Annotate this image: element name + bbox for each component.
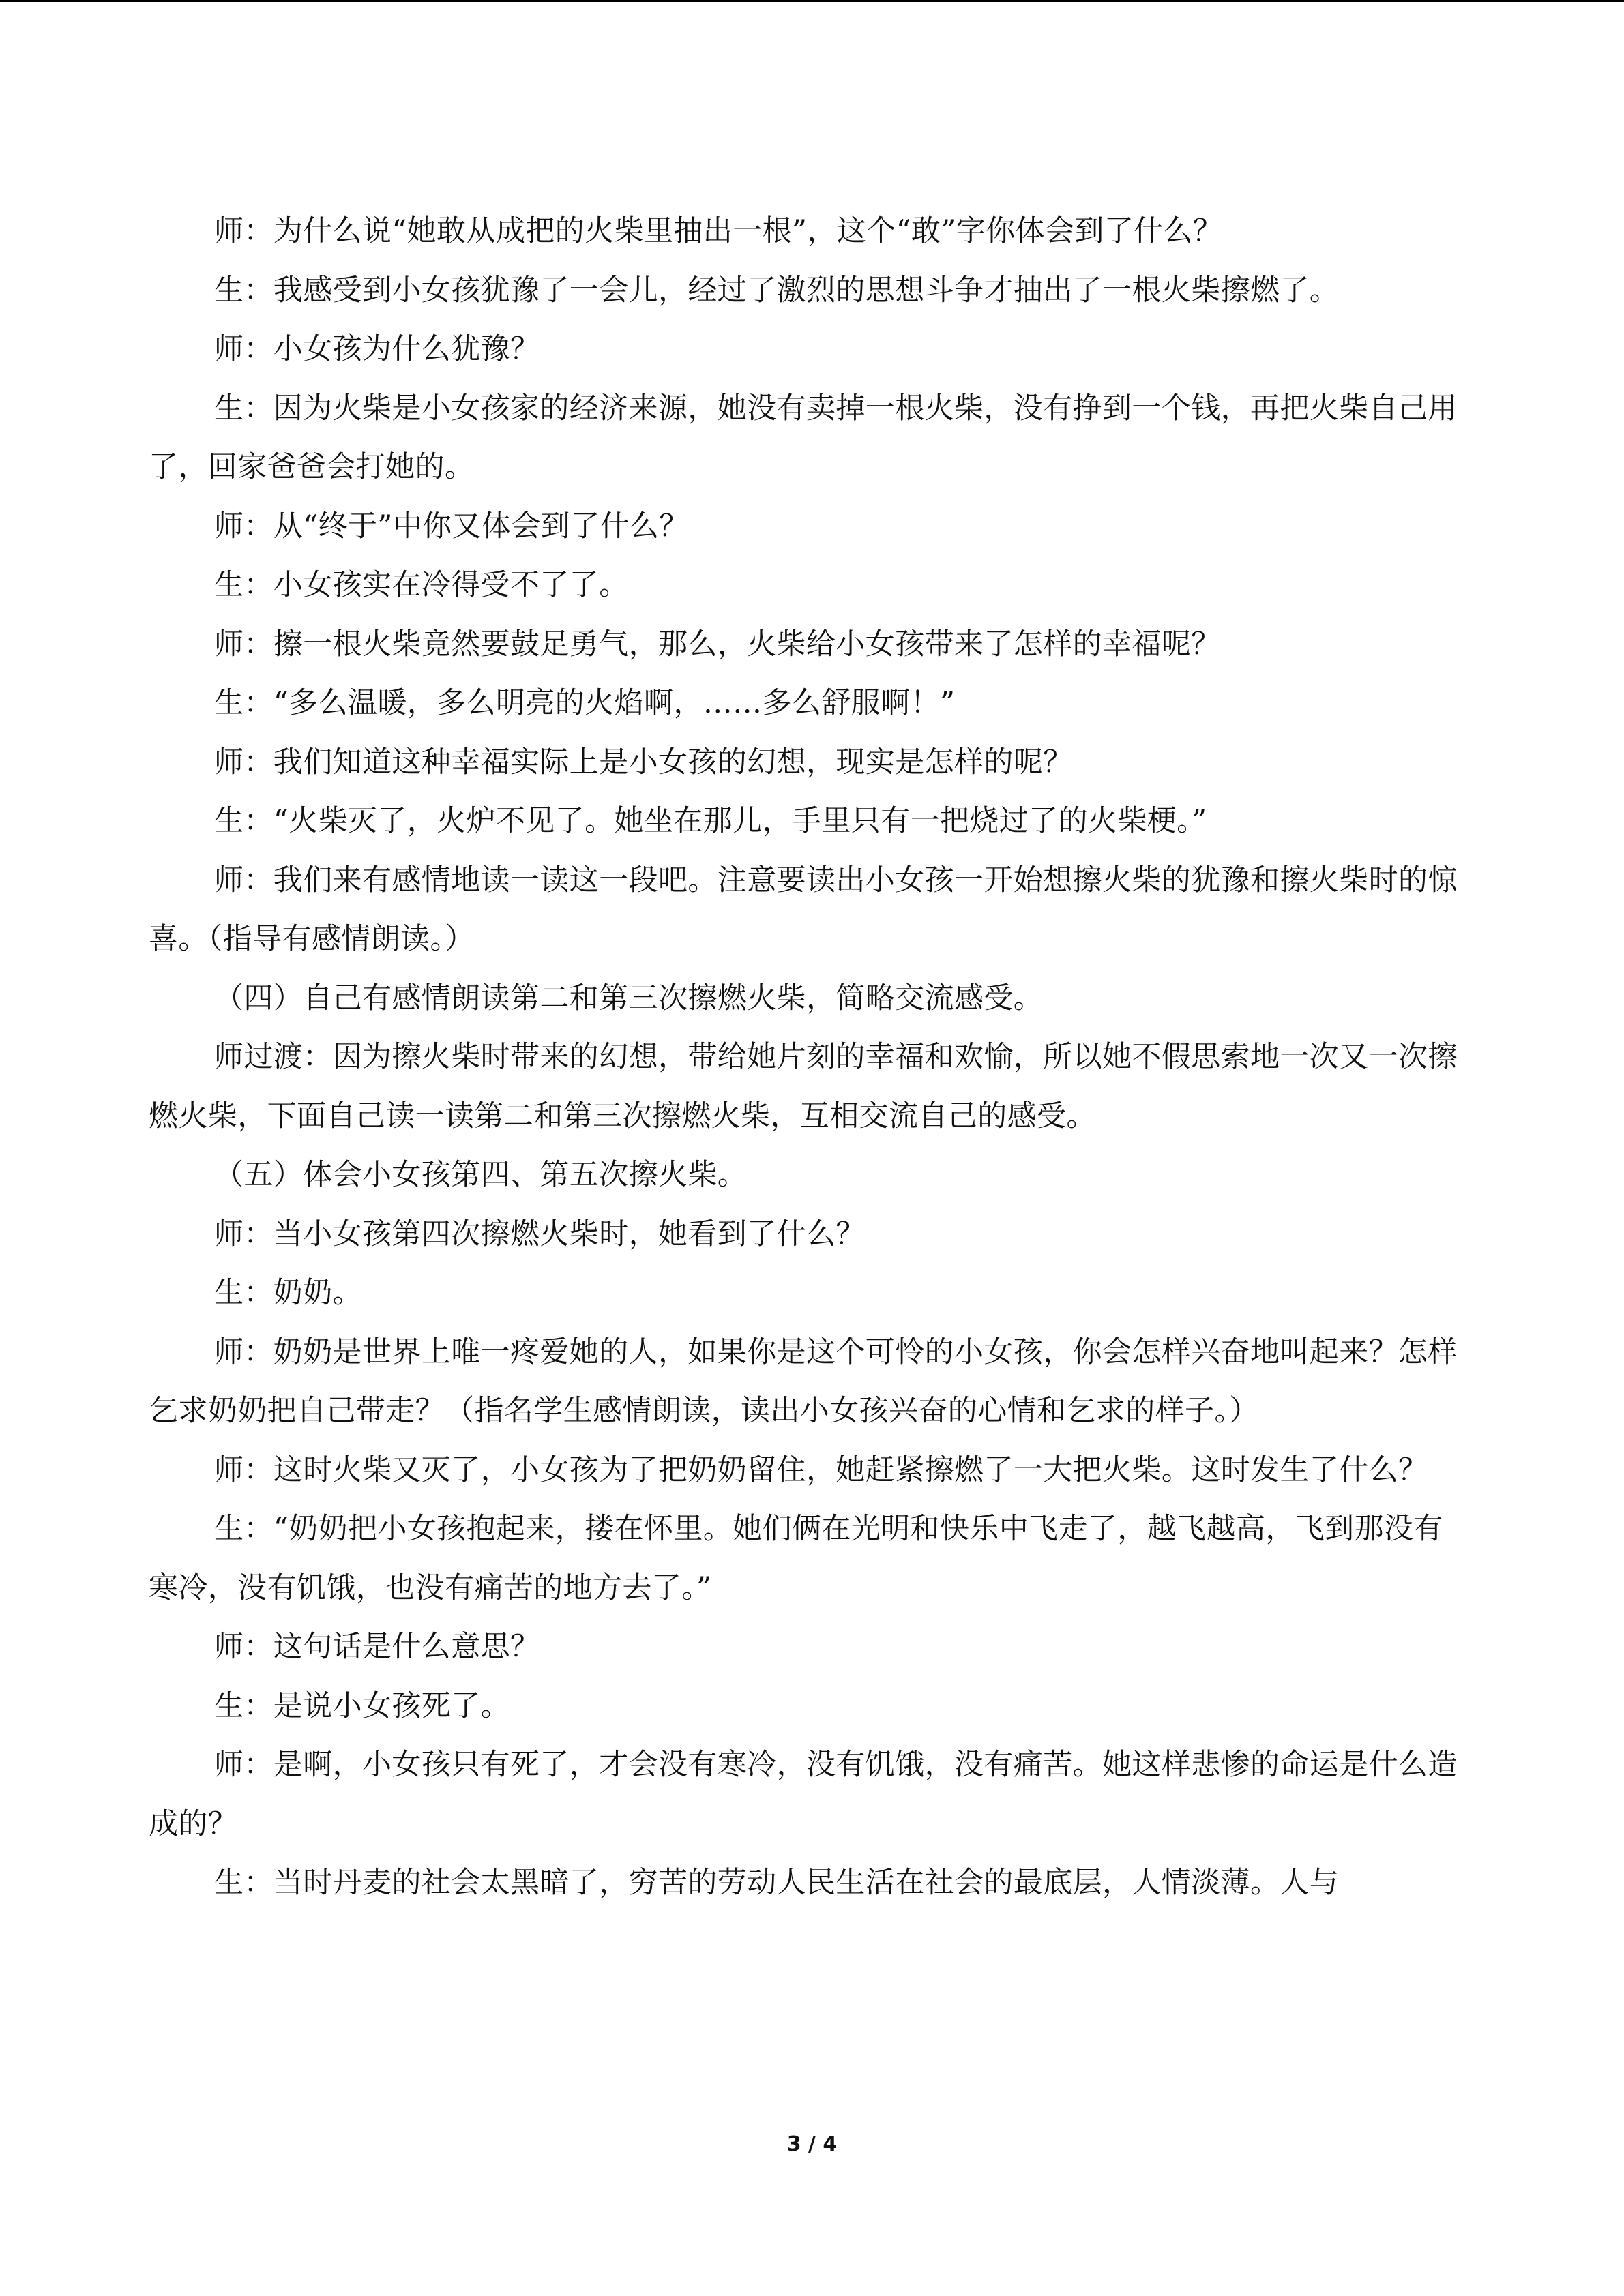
paragraph: 师：这句话是什么意思？ (214, 1630, 540, 1664)
paragraph: 师过渡：因为擦火柴时带来的幻想，带给她片刻的幸福和欢愉，所以她不假思索地一次又一次擦燃火柴，下面自己读一读第二和第三次擦燃火柴，互相交流自己的感受。 (149, 1040, 1458, 1133)
paragraph: 生：小女孩实在冷得受不了了。 (214, 568, 629, 602)
paragraph: 师：我们知道这种幸福实际上是小女孩的幻想，现实是怎样的呢？ (214, 745, 1073, 779)
paragraph: 师：擦一根火柴竟然要鼓足勇气，那么，火柴给小女孩带来了怎样的幸福呢？ (214, 627, 1221, 661)
paragraph: 生：我感受到小女孩犹豫了一会儿，经过了激烈的思想斗争才抽出了一根火柴擦燃了。 (214, 273, 1340, 308)
paragraph: 师：我们来有感情地读一读这一段吧。注意要读出小女孩一开始想擦火柴的犹豫和擦火柴时的惊喜。（指导有感情朗读。） (149, 863, 1458, 956)
paragraph: 师：奶奶是世界上唯一疼爱她的人，如果你是这个可怜的小女孩，你会怎样兴奋地叫起来？怎样乞求奶奶把自己带走？（指名学生感情朗读，读出小女孩兴奋的心情和乞求的样子。） (149, 1335, 1458, 1428)
paragraph: 师：当小女孩第四次擦燃火柴时，她看到了什么？ (214, 1217, 866, 1251)
paragraph: 生：因为火柴是小女孩家的经济来源，她没有卖掉一根火柴，没有挣到一个钱，再把火柴自己用了，回家爸爸会打她的。 (149, 391, 1458, 484)
paragraph: 生：当时丹麦的社会太黑暗了，穷苦的劳动人民生活在社会的最底层，人情淡薄。人与 (214, 1866, 1340, 1900)
paragraph: 师：从“终于”中你又体会到了什么？ (214, 509, 689, 543)
paragraph: 师：这时火柴又灭了，小女孩为了把奶奶留住，她赶紧擦燃了一大把火柴。这时发生了什么？ (214, 1452, 1428, 1487)
paragraph: 生：奶奶。 (214, 1276, 362, 1310)
body-text (149, 202, 1458, 1913)
paragraph: 生：是说小女孩死了。 (214, 1688, 510, 1723)
paragraph: 师：小女孩为什么犹豫？ (214, 332, 540, 366)
paragraph: 生：“多么温暖，多么明亮的火焰啊，……多么舒服啊！” (214, 686, 956, 720)
section-heading: （四）自己有感情朗读第二和第三次擦燃火柴，简略交流感受。 (214, 981, 1044, 1015)
paragraph: 生：“奶奶把小女孩抱起来，搂在怀里。她们俩在光明和快乐中飞走了，越飞越高，飞到那没有寒冷，没有饥饿，也没有痛苦的地方去了。” (149, 1512, 1443, 1605)
top-border-line (0, 0, 1624, 2)
page-number: 3 / 4 (786, 2132, 838, 2156)
paragraph: 师：为什么说“她敢从成把的火柴里抽出一根”，这个“敢”字你体会到了什么？ (214, 214, 1223, 248)
paragraph: 生：“火柴灭了，火炉不见了。她坐在那儿，手里只有一把烧过了的火柴梗。” (214, 804, 1207, 838)
paragraph: 师：是啊，小女孩只有死了，才会没有寒冷，没有饥饿，没有痛苦。她这样悲惨的命运是什么造成的？ (149, 1748, 1458, 1841)
section-heading: （五）体会小女孩第四、第五次擦火柴。 (214, 1158, 748, 1192)
